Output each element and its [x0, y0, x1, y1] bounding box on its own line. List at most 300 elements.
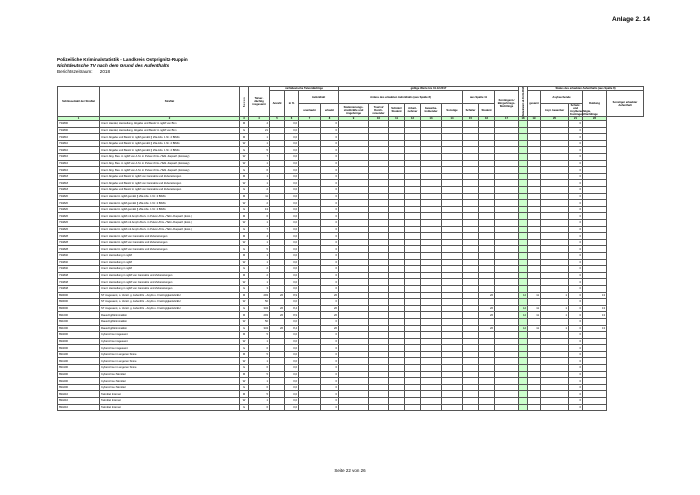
cell-inpct: 0,0 [285, 121, 299, 128]
table-row [58, 187, 644, 194]
column-number: 2 [100, 117, 240, 121]
cell-value [528, 279, 541, 286]
cell-value [583, 239, 607, 246]
cell-inpct: 8,4 [285, 325, 299, 332]
cell-value [339, 206, 369, 213]
table-row [58, 206, 644, 213]
cell-value: 0 [321, 233, 339, 240]
cell-value [299, 305, 321, 312]
cell-value [463, 299, 479, 306]
cell-value [299, 147, 321, 154]
cell-value [405, 259, 421, 266]
cell-value [479, 266, 495, 273]
cell-value [339, 160, 369, 167]
cell-anzahl [270, 365, 285, 372]
cell-value [463, 378, 479, 385]
cell-value [405, 384, 421, 391]
cell-value: 0 [569, 398, 583, 405]
cell-sexus: G [240, 365, 249, 372]
column-number: 8 [321, 117, 339, 121]
cell-value [519, 147, 528, 154]
cell-tatverd: 6 [249, 404, 270, 411]
cell-straftat: Cybercrime insgesamt [100, 338, 240, 345]
cell-tatverd: 50 [249, 318, 270, 325]
cell-sexus: W [240, 154, 249, 161]
cell-value: 0 [321, 345, 339, 352]
cell-value: 0 [321, 121, 339, 128]
cell-inpct: 0,0 [285, 398, 299, 405]
cell-sexus: G [240, 285, 249, 292]
cell-value [528, 121, 541, 128]
cell-schluessel: 734800 [58, 127, 100, 134]
cell-value: 0 [321, 299, 339, 306]
col-nichtdeutsch: nichtdeutsche Tatverdächtige [270, 87, 339, 91]
cell-straftat: Unerl. Handel in nglM von Cannabis und Zubereitungen [100, 246, 240, 253]
cell-anzahl: 26 [270, 305, 285, 312]
cell-value [495, 233, 519, 240]
cell-schluessel: 734820 [58, 200, 100, 207]
page-footer: Seite 22 von 26 [334, 468, 366, 473]
cell-inpct: 0,0 [285, 299, 299, 306]
cell-value: 0 [569, 127, 583, 134]
cell-value: 0 [321, 226, 339, 233]
cell-value [299, 121, 321, 128]
cell-value: 26 [479, 292, 495, 299]
cell-value [389, 134, 405, 141]
cell-value [339, 252, 369, 259]
cell-value [583, 180, 607, 187]
cell-value [528, 193, 541, 200]
cell-straftat: Unerl. Abgabe und Besitz in nglM gemäß § 29a Abs. 1 Nr. 2 BtMG [100, 134, 240, 141]
cell-sexus: M [240, 213, 249, 220]
cell-value [463, 391, 479, 398]
cell-value: 0 [569, 173, 583, 180]
col-aufenthalt: Aufenthalt [299, 91, 339, 104]
cell-value: 11 [528, 312, 541, 319]
cell-value: 26 [479, 305, 495, 312]
cell-value [479, 365, 495, 372]
cell-value [421, 272, 442, 279]
cell-value: 0 [569, 213, 583, 220]
cell-schluessel: 734840 [58, 252, 100, 259]
cell-value: 13 [583, 325, 607, 332]
column-number: 17 [495, 117, 519, 121]
cell-sexus: M [240, 193, 249, 200]
cell-value: 0 [321, 279, 339, 286]
cell-value [299, 365, 321, 372]
cell-value [389, 167, 405, 174]
cell-value [495, 318, 519, 325]
cell-value [583, 285, 607, 292]
cell-value [405, 332, 421, 339]
cell-tatverd: 293 [249, 312, 270, 319]
cell-value [421, 404, 442, 411]
cell-value: 0 [321, 134, 339, 141]
cell-value [519, 213, 528, 220]
cell-value [339, 292, 369, 299]
cell-value [583, 338, 607, 345]
cell-value [479, 252, 495, 259]
table-row [58, 351, 644, 358]
cell-value [442, 285, 463, 292]
table-row [58, 134, 644, 141]
cell-inpct: 0,0 [285, 252, 299, 259]
cell-value: 0 [321, 193, 339, 200]
cell-straftat: Cybercrime-Tatmittel [100, 371, 240, 378]
cell-anzahl [270, 358, 285, 365]
cell-schluessel: 734818 [58, 173, 100, 180]
cell-value [369, 279, 389, 286]
cell-schluessel: 894200 [58, 384, 100, 391]
cell-value [528, 318, 541, 325]
cell-anzahl [270, 220, 285, 227]
cell-anzahl [270, 246, 285, 253]
cell-value [421, 259, 442, 266]
cell-anzahl [270, 371, 285, 378]
cell-value [442, 200, 463, 207]
cell-anzahl [270, 134, 285, 141]
cell-value [421, 193, 442, 200]
cell-value: 0 [569, 246, 583, 253]
cell-value: 0 [569, 318, 583, 325]
cell-value [519, 318, 528, 325]
cell-value [389, 154, 405, 161]
cell-anzahl [270, 266, 285, 273]
cell-straftat: Unerl. Herstellung in nglM [100, 259, 240, 266]
table-row [58, 252, 644, 259]
cell-value [339, 338, 369, 345]
cell-value [463, 213, 479, 220]
cell-value [405, 226, 421, 233]
cell-value: 0 [321, 140, 339, 147]
cell-value [463, 398, 479, 405]
cell-value [369, 252, 389, 259]
cell-anzahl [270, 332, 285, 339]
column-number: 3 [240, 117, 249, 121]
cell-value [479, 398, 495, 405]
cell-value [541, 398, 569, 405]
cell-value [389, 279, 405, 286]
cell-value [479, 345, 495, 352]
cell-value [528, 371, 541, 378]
column-number: 5 [270, 117, 285, 121]
cell-sexus: M [240, 351, 249, 358]
cell-value [421, 384, 442, 391]
cell-value [541, 358, 569, 365]
cell-value [369, 246, 389, 253]
cell-value: 0 [569, 206, 583, 213]
cell-inpct: 0,0 [285, 266, 299, 273]
cell-value: 0 [321, 127, 339, 134]
cell-sexus: W [240, 259, 249, 266]
cell-value [442, 391, 463, 398]
cell-tatverd: 1 [249, 140, 270, 147]
table-row [58, 127, 644, 134]
cell-value [389, 299, 405, 306]
cell-value [528, 239, 541, 246]
cell-value [421, 371, 442, 378]
cell-value: 0 [569, 147, 583, 154]
cell-value: 0 [321, 213, 339, 220]
column-number: 16 [479, 117, 495, 121]
cell-value: 0 [321, 384, 339, 391]
cell-value [421, 233, 442, 240]
cell-value [369, 187, 389, 194]
cell-sexus: G [240, 127, 249, 134]
cell-value [339, 121, 369, 128]
cell-value [519, 404, 528, 411]
cell-value [495, 252, 519, 259]
cell-value [479, 285, 495, 292]
cell-value [405, 279, 421, 286]
cell-value [405, 318, 421, 325]
cell-value [339, 167, 369, 174]
cell-value [463, 252, 479, 259]
cell-sexus: M [240, 312, 249, 319]
cell-value [519, 391, 528, 398]
cell-value [495, 391, 519, 398]
cell-value [339, 299, 369, 306]
cell-value [421, 305, 442, 312]
cell-value [479, 167, 495, 174]
cell-value: 11 [528, 292, 541, 299]
table-row [58, 318, 644, 325]
cell-value [389, 332, 405, 339]
cell-value [528, 173, 541, 180]
cell-value [369, 239, 389, 246]
cell-sexus: G [240, 345, 249, 352]
cell-value [541, 391, 569, 398]
cell-value [389, 226, 405, 233]
cell-value [299, 384, 321, 391]
cell-value [519, 160, 528, 167]
cell-tatverd: 6 [249, 384, 270, 391]
table-row [58, 345, 644, 352]
cell-value [519, 272, 528, 279]
cell-value [495, 220, 519, 227]
cell-value [389, 233, 405, 240]
cell-value [299, 193, 321, 200]
cell-schluessel: 734818 [58, 180, 100, 187]
cell-value [519, 154, 528, 161]
cell-value [421, 187, 442, 194]
cell-inpct: 0,0 [285, 378, 299, 385]
cell-value [421, 220, 442, 227]
table-row [58, 226, 644, 233]
cell-value [339, 332, 369, 339]
cell-value [463, 266, 479, 273]
annex-label: Anlage 2. 14 [612, 16, 650, 23]
cell-value [442, 134, 463, 141]
cell-schluessel: 890000 [58, 292, 100, 299]
cell-schluessel: 890000 [58, 299, 100, 306]
cell-value [479, 318, 495, 325]
cell-schluessel: 734840 [58, 259, 100, 266]
cell-value [519, 226, 528, 233]
cell-anzahl [270, 239, 285, 246]
cell-value [339, 345, 369, 352]
cell-value [369, 358, 389, 365]
cell-value [389, 239, 405, 246]
cell-value [389, 285, 405, 292]
cell-sexus: W [240, 239, 249, 246]
cell-value [421, 180, 442, 187]
cell-value [463, 239, 479, 246]
cell-inpct: 0,0 [285, 285, 299, 292]
cell-value [389, 318, 405, 325]
cell-value [463, 127, 479, 134]
cell-value [389, 358, 405, 365]
cell-value: 0 [569, 187, 583, 194]
cell-value [339, 154, 369, 161]
table-row [58, 220, 644, 227]
col-stationierung: Stationierungs- streitkräfte und Angehörige [339, 104, 369, 117]
cell-value [442, 233, 463, 240]
cell-value [299, 371, 321, 378]
cell-sexus: W [240, 378, 249, 385]
cell-anzahl: 26 [270, 312, 285, 319]
cell-value [299, 272, 321, 279]
cell-value: 0 [569, 404, 583, 411]
cell-value [369, 312, 389, 319]
cell-inpct: 0,0 [285, 371, 299, 378]
cell-value [389, 272, 405, 279]
cell-inpct: 0,0 [285, 279, 299, 286]
cell-value [299, 266, 321, 273]
cell-anzahl [270, 338, 285, 345]
cell-value [405, 371, 421, 378]
cell-value [541, 173, 569, 180]
cell-straftat: Unerl. Handel in nglM gemäß § 29a Abs. 1 Nr. 2 BtMG [100, 200, 240, 207]
cell-value [299, 239, 321, 246]
cell-value [583, 384, 607, 391]
cell-value [541, 266, 569, 273]
cell-value [339, 305, 369, 312]
cell-value [442, 154, 463, 161]
cell-value [339, 404, 369, 411]
cell-tatverd: 7 [249, 226, 270, 233]
cell-value [479, 233, 495, 240]
col-schutz: Schutz- und Asylberechtigte, Kontingentflüchtlinge [570, 104, 598, 117]
cell-value [389, 391, 405, 398]
cell-value [442, 325, 463, 332]
cell-anzahl [270, 285, 285, 292]
cell-inpct: 0,0 [285, 272, 299, 279]
cell-value: 0 [569, 259, 583, 266]
cell-value [405, 239, 421, 246]
cell-value [528, 187, 541, 194]
cell-value [519, 279, 528, 286]
cell-anzahl [270, 345, 285, 352]
cell-value [442, 378, 463, 385]
cell-value [519, 206, 528, 213]
cell-value [519, 259, 528, 266]
cell-value [528, 252, 541, 259]
cell-straftat: Rauschgiftkriminalität [100, 312, 240, 319]
cell-value [339, 233, 369, 240]
cell-schluessel: 734826 [58, 226, 100, 233]
cell-value [389, 127, 405, 134]
cell-value [442, 299, 463, 306]
cell-value [479, 200, 495, 207]
cell-value [421, 292, 442, 299]
table-row [58, 404, 644, 411]
period-value: 2018 [99, 69, 111, 74]
cell-value [495, 299, 519, 306]
cell-value [541, 246, 569, 253]
cell-value [369, 226, 389, 233]
cell-value [299, 398, 321, 405]
cell-value: 0 [569, 365, 583, 372]
cell-value [389, 404, 405, 411]
cell-value [583, 351, 607, 358]
cell-value [405, 180, 421, 187]
cell-straftat: Unerl. Abgabe und Besitz in nglM von Cannabis und Zubereitungen [100, 173, 240, 180]
cell-straftat: Cybercrime insgesamt [100, 332, 240, 339]
cell-value [421, 332, 442, 339]
cell-value [519, 193, 528, 200]
cell-inpct: 0,0 [285, 160, 299, 167]
cell-value [369, 338, 389, 345]
cell-value [528, 285, 541, 292]
cell-value: 0 [321, 180, 339, 187]
cell-value [299, 180, 321, 187]
cell-value [299, 391, 321, 398]
cell-value [421, 252, 442, 259]
cell-inpct: 8,9 [285, 312, 299, 319]
cell-inpct: 0,0 [285, 206, 299, 213]
col-sonstige: Sonstige [442, 104, 463, 117]
cell-value [541, 338, 569, 345]
cell-value [369, 305, 389, 312]
cell-value [519, 239, 528, 246]
cell-value [495, 384, 519, 391]
cell-value [339, 365, 369, 372]
cell-value [405, 252, 421, 259]
cell-value [583, 213, 607, 220]
cell-value [442, 305, 463, 312]
cell-value [442, 312, 463, 319]
cell-value [299, 338, 321, 345]
cell-sexus: W [240, 200, 249, 207]
cell-value [495, 371, 519, 378]
cell-value [369, 398, 389, 405]
cell-value [299, 279, 321, 286]
cell-value: 26 [321, 292, 339, 299]
cell-value [463, 147, 479, 154]
cell-value: 0 [321, 272, 339, 279]
cell-value [339, 325, 369, 332]
cell-inpct: 0,0 [285, 140, 299, 147]
cell-value [339, 312, 369, 319]
cell-value: 1 [541, 305, 569, 312]
cell-value: 0 [321, 173, 339, 180]
cell-value [369, 220, 389, 227]
cell-sexus: M [240, 272, 249, 279]
cell-value [528, 345, 541, 352]
table-row [58, 332, 644, 339]
cell-value [421, 365, 442, 372]
cell-value [463, 345, 479, 352]
cell-tatverd: 1 [249, 378, 270, 385]
cell-value [463, 338, 479, 345]
column-number: 13 [421, 117, 442, 121]
cell-value [519, 299, 528, 306]
table-row [58, 305, 644, 312]
column-number: 20 [541, 117, 569, 121]
cell-value [463, 180, 479, 187]
table-row [58, 121, 644, 128]
